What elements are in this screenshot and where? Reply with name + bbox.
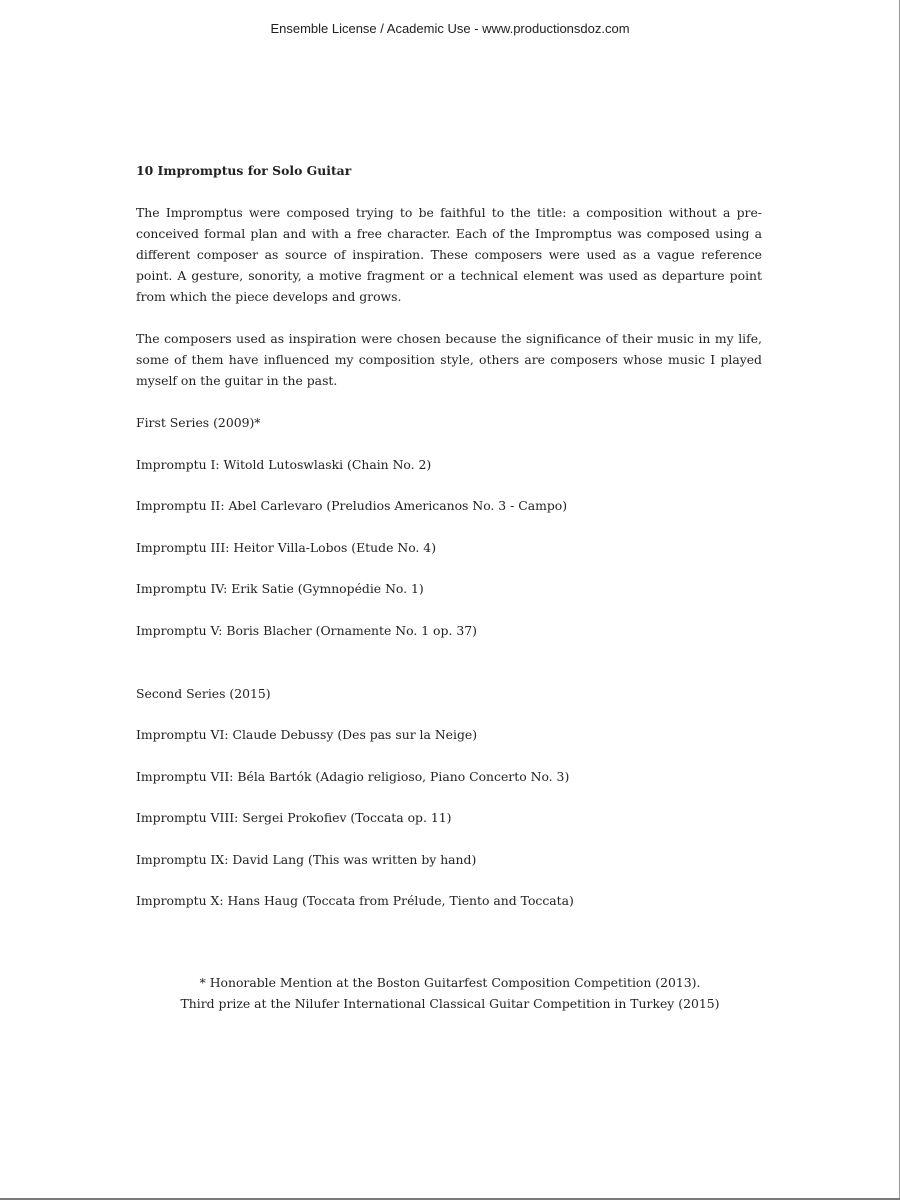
list-item: Impromptu IX: David Lang (This was written by hand) [136,851,477,867]
document-title: 10 Impromptus for Solo Guitar [136,163,352,178]
intro-paragraph: The Impromptus were composed trying to be faithful to the title: a composition without a pre-conceived formal plan and with a free character. Each of the Impromptus was composed using a different composer as source of inspiration. These composers were used as a vague reference point. A gesture, sonority, a motive fragment or a technical element was used as departure point from which the piece develops and grows. [136,205,762,304]
second-series-section [136,683,762,912]
document-body [136,160,762,911]
first-series-section [136,412,762,641]
series-heading: First Series (2009)* [136,415,261,430]
list-item: Impromptu I: Witold Lutoswlaski (Chain No. 2) [136,456,432,472]
list-item: Impromptu V: Boris Blacher (Ornamente No. 1 op. 37) [136,622,477,638]
series-heading: Second Series (2015) [136,685,271,701]
footnote [0,972,900,1014]
list-item: Impromptu III: Heitor Villa-Lobos (Etude No. 4) [136,539,437,555]
section-spacer [136,641,762,683]
list-item: Impromptu VIII: Sergei Prokofiev (Toccata op. 11) [136,810,452,825]
license-header: Ensemble License / Academic Use - www.productionsdoz.com [270,21,630,36]
list-item: Impromptu II: Abel Carlevaro (Preludios Americanos No. 3 - Campo) [136,498,568,513]
footnote-line: Third prize at the Nilufer International Classical Guitar Competition in Turkey (2015) [180,996,720,1011]
footnote-line: * Honorable Mention at the Boston Guitarfest Composition Competition (2013). [199,975,701,990]
list-item: Impromptu IV: Erik Satie (Gymnopédie No. 1) [136,581,424,596]
list-item: Impromptu X: Hans Haug (Toccata from Prélude, Tiento and Toccata) [136,893,574,908]
list-item: Impromptu VII: Béla Bartók (Adagio religioso, Piano Concerto No. 3) [136,768,570,784]
inspiration-paragraph: The composers used as inspiration were chosen because the significance of their music in my life, some of them have influenced my composition style, others are composers whose music I played myself on the guitar in the past. [136,331,762,388]
list-item: Impromptu VI: Claude Debussy (Des pas sur la Neige) [136,727,478,742]
